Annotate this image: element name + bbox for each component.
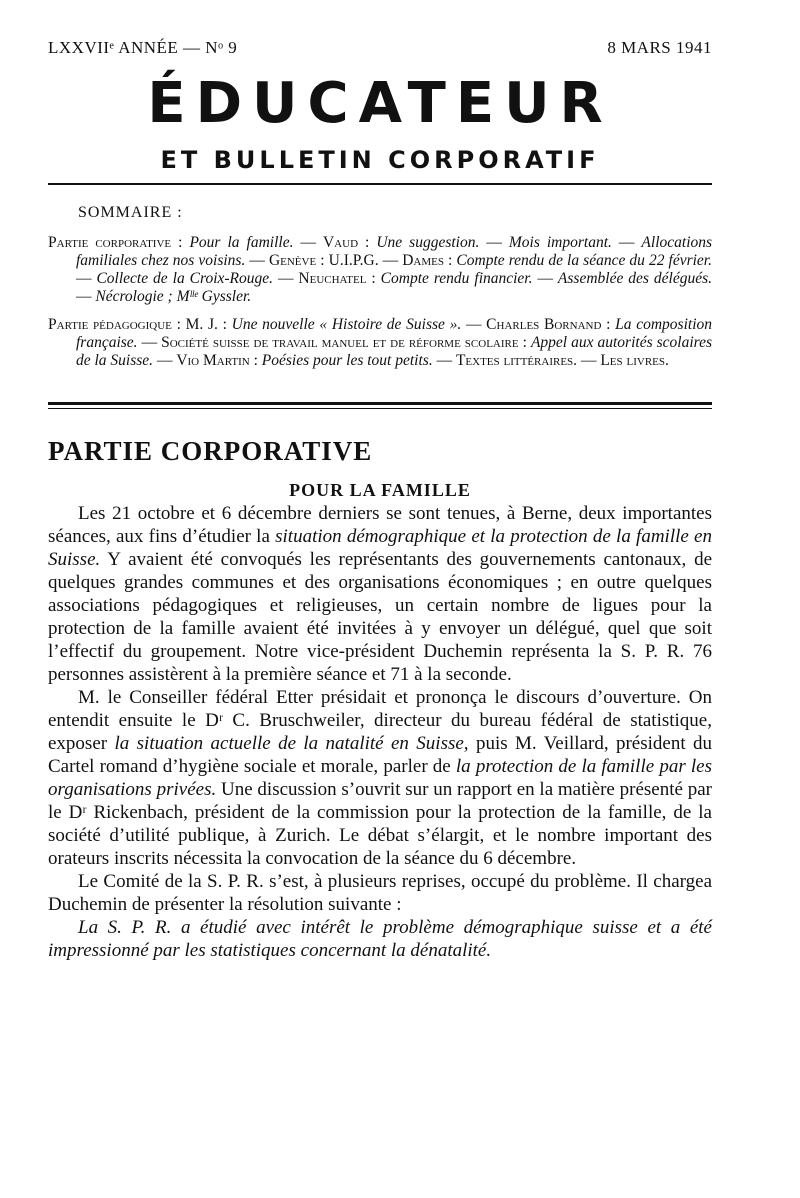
toc-text: — bbox=[245, 252, 269, 269]
toc-text: : U.I.P.G. — bbox=[316, 252, 403, 269]
toc-heading: SOMMAIRE : bbox=[78, 204, 183, 221]
toc-label: Vio Martin bbox=[176, 352, 250, 369]
toc-label: Société suisse de travail manuel et de réforme scolaire bbox=[161, 334, 519, 351]
toc-entry: La composition française. bbox=[76, 316, 712, 351]
text-run-italic: situation démographique et la protection de la famille en Suisse. bbox=[48, 526, 712, 570]
toc-entry: Poésies pour les tout petits. bbox=[261, 352, 433, 369]
divider bbox=[48, 183, 712, 185]
toc-entry: Nécrologie ; Mˡˡᵉ Gyssler. bbox=[95, 288, 252, 305]
toc-text: — bbox=[577, 352, 601, 369]
text-run: Y avaient été convoqués les représentants des gouvernements cantonaux, de quelques grandes communes et des organisations économiques ; en outre quelques associations pédagogiques et religieuses, un certain nombre de ligues pour la protection de la famille avaient été invitées à y envoyer un délégué, quel que soit l’effectif du groupement. Notre vice-président Duchemin représenta la S. P. R. 76 personnes assistèrent à la première séance et 71 à la seconde. bbox=[48, 549, 712, 685]
text-run: M. le Conseiller fédéral Etter présidait et prononça le discours d’ouverture. On entendit ensuite le Dʳ C. Bruschweiler, directeur du bureau fédéral de statistique, exposer bbox=[48, 687, 712, 754]
toc-text: — bbox=[532, 270, 558, 287]
toc-text: : bbox=[366, 270, 381, 287]
section-title: PARTIE CORPORATIVE bbox=[48, 436, 373, 466]
toc-text: — bbox=[432, 352, 456, 369]
journal-subtitle: ET BULLETIN CORPORATIF bbox=[160, 146, 600, 174]
issue-number: LXXVIIᵉ ANNÉE — Nᵒ 9 bbox=[48, 38, 238, 57]
toc-text: : bbox=[518, 334, 531, 351]
divider-thin bbox=[48, 408, 712, 409]
toc-entry: Allocations familiales chez nos voisins. bbox=[76, 234, 713, 269]
toc-text: — bbox=[76, 288, 96, 305]
toc-entry: Compte rendu de la séance du 22 février. bbox=[456, 252, 712, 269]
toc-entry: Assemblée des délégués. bbox=[557, 270, 712, 287]
text-run-italic: la protection de la famille par les organisations privées. bbox=[48, 756, 712, 800]
toc-text: — bbox=[461, 316, 487, 333]
paragraph: Le Comité de la S. P. R. s’est, à plusieurs reprises, occupé du problème. Il chargea Duchemin de présenter la résolution suivante : bbox=[48, 871, 712, 915]
toc-label: Dames bbox=[402, 252, 444, 269]
toc-text: — bbox=[293, 234, 323, 251]
toc-label: Genève bbox=[268, 252, 317, 269]
issue-line bbox=[48, 38, 712, 58]
masthead bbox=[48, 62, 712, 174]
toc-text: — bbox=[273, 270, 299, 287]
toc-corporate bbox=[48, 234, 712, 306]
article-title: POUR LA FAMILLE bbox=[289, 480, 471, 500]
text-run: Une discussion s’ouvrit sur un rapport en la matière présenté par le Dʳ Rickenbach, président de la commission pour la protection de la famille, de la société d’utilité publique, à Zurich. Le débat s’élargit, et le nombre important des orateurs inscrits nécessita la convocation de la séance du 6 décembre. bbox=[48, 779, 712, 869]
text-run: Les 21 octobre et 6 décembre derniers se sont tenues, à Berne, deux importantes séances, aux fins d’étudier la bbox=[48, 503, 712, 547]
toc-text: — bbox=[479, 234, 509, 251]
toc-text: : bbox=[443, 252, 457, 269]
divider-thick bbox=[48, 402, 712, 405]
paragraph bbox=[48, 686, 712, 870]
toc-text: — bbox=[611, 234, 642, 251]
toc-entry: Mois important. bbox=[508, 234, 612, 251]
toc-entry: Une suggestion. bbox=[376, 234, 480, 251]
resolution-quote: La S. P. R. a étudié avec intérêt le problème démographique suisse et a été impressionné par les statistiques concernant la dénatalité. bbox=[48, 917, 712, 961]
toc-text: : bbox=[601, 316, 616, 333]
toc-label: Charles Bornand bbox=[486, 316, 602, 333]
table-of-contents bbox=[48, 204, 712, 380]
text-run: puis M. Veillard, président du Cartel romand d’hygiène sociale et morale, parler de bbox=[48, 733, 713, 777]
toc-entry: Collecte de la Croix-Rouge. bbox=[96, 270, 274, 287]
toc-label: Neuchatel bbox=[298, 270, 367, 287]
toc-text: — bbox=[137, 334, 162, 351]
toc-label: Textes littéraires. bbox=[455, 352, 578, 369]
toc-entry: Une nouvelle « Histoire de Suisse ». bbox=[231, 316, 462, 333]
article-body bbox=[48, 502, 712, 962]
toc-text: : bbox=[358, 234, 377, 251]
toc-text: : bbox=[249, 352, 262, 369]
toc-text: — bbox=[76, 270, 97, 287]
toc-text: — bbox=[153, 352, 177, 369]
toc-text: : bbox=[171, 234, 190, 251]
issue-date: 8 MARS 1941 bbox=[607, 38, 712, 57]
toc-label: Partie corporative bbox=[48, 234, 172, 251]
toc-entry: Pour la famille. bbox=[189, 234, 294, 251]
toc-entry: Compte rendu financier. bbox=[380, 270, 533, 287]
toc-text: : M. J. : bbox=[171, 316, 232, 333]
journal-title: ÉDUCATEUR bbox=[147, 71, 613, 136]
toc-label: Vaud bbox=[322, 234, 359, 251]
toc-pedagogic bbox=[48, 316, 712, 370]
paragraph bbox=[48, 502, 712, 686]
text-run-italic: la situation actuelle de la natalité en Suisse, bbox=[114, 733, 469, 754]
toc-entry: Appel aux autorités scolaires de la Suisse. bbox=[76, 334, 713, 369]
toc-label: Les livres. bbox=[600, 352, 669, 369]
toc-label: Partie pédagogique bbox=[48, 316, 172, 333]
